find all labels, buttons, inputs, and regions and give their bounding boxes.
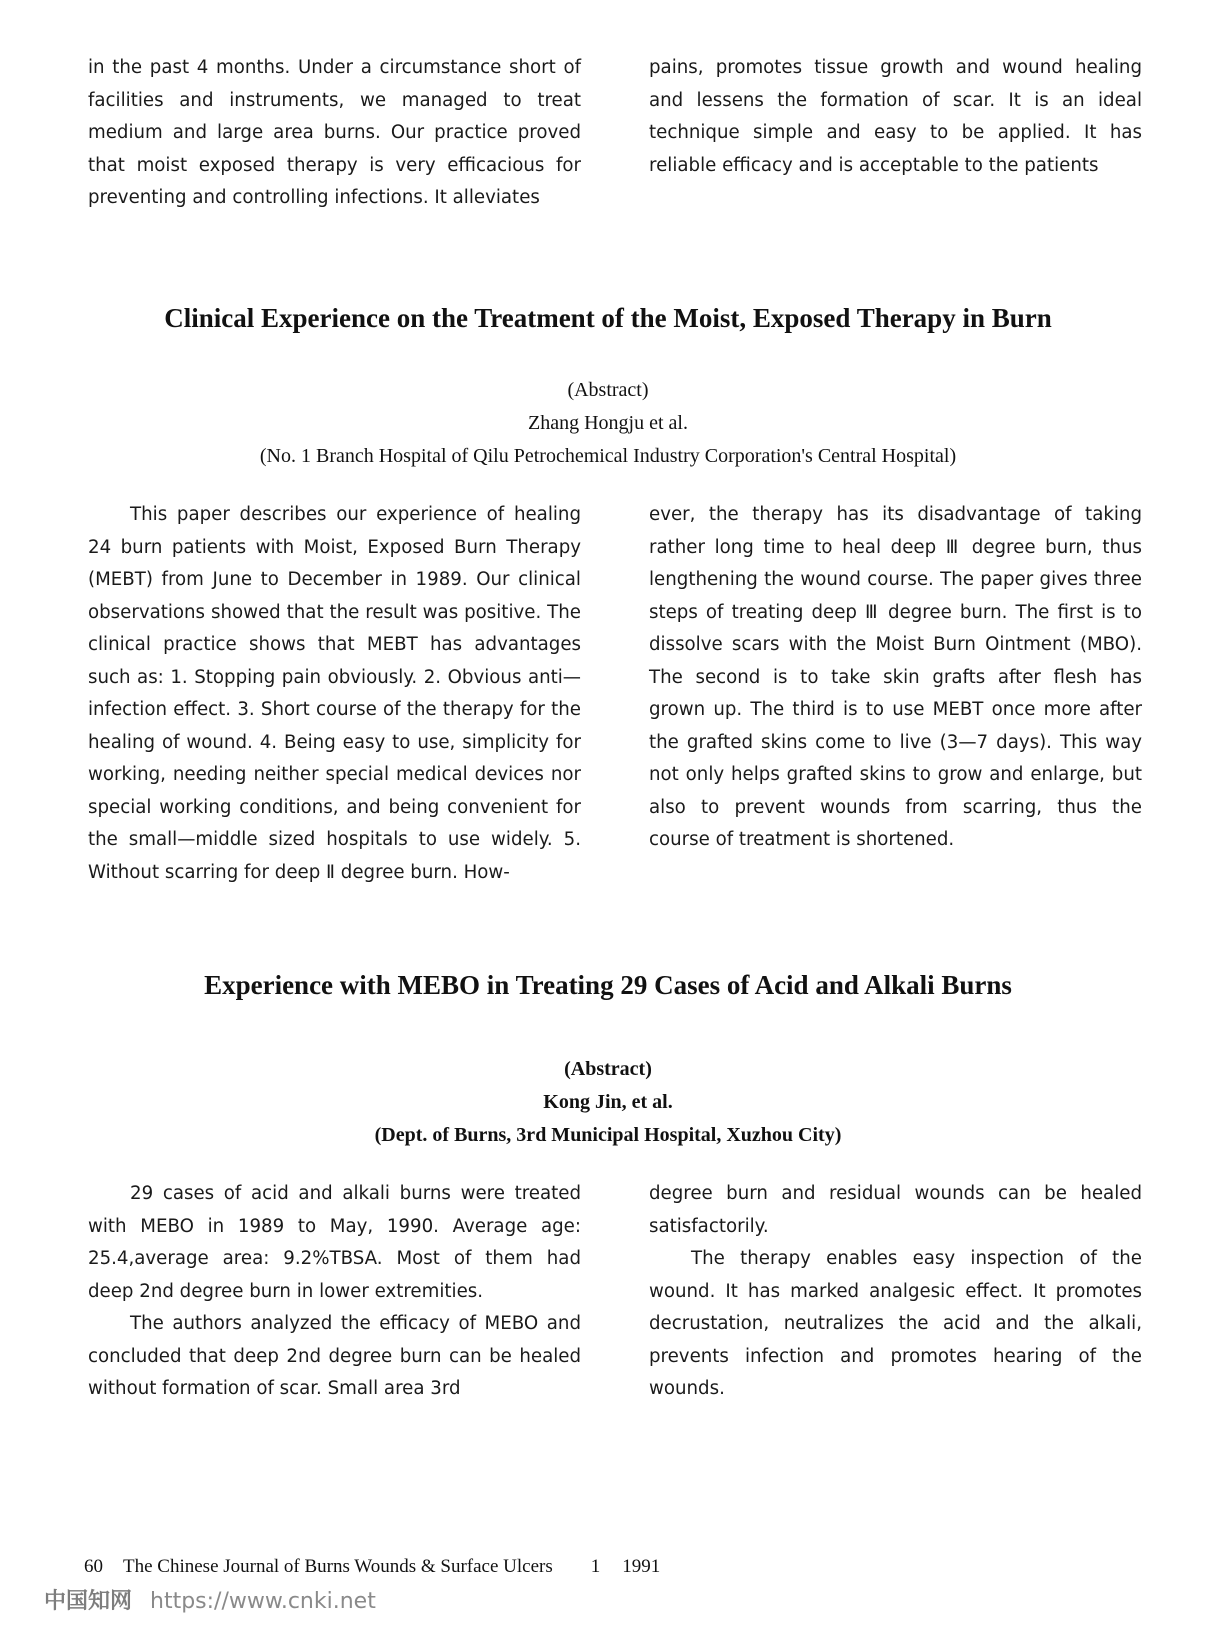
article1-left-paragraph: This paper describes our experience of healing 24 burn patients with Moist, Exposed Burn Therapy (MEBT) from June to December in 1989. Our clinical observations showed that the result was positive. The clinical practice shows that MEBT has advantages such as: 1. Stopping pain obviously. 2. Obvious anti—infection effect. 3. Short course of the therapy for the healing of wound. 4. Being easy to use, simplicity for working, needing neither special medical devices nor special working conditions, and being convenient for the small—middle sized hospitals to use widely. 5. Without scarring for deep Ⅱ degree burn. How- xyxy=(88,504,581,883)
article2-meta xyxy=(0,1053,1216,1152)
article2-abstract-label: (Abstract) xyxy=(564,1058,652,1080)
publication-year: 1991 xyxy=(622,1556,661,1577)
article1-abstract-label: (Abstract) xyxy=(567,379,649,401)
article1-title: Clinical Experience on the Treatment of the Moist, Exposed Therapy in Burn xyxy=(164,303,1052,333)
article2-author: Kong Jin, et al. xyxy=(543,1091,673,1113)
page-footer xyxy=(84,1556,660,1578)
top-left-paragraph: in the past 4 months. Under a circumstance short of facilities and instruments, we managed to treat medium and large area burns. Our practice proved that moist exposed therapy is very efficacious for preventing and controlling infections. It alleviates xyxy=(88,57,581,208)
article2-right-paragraph-1: degree burn and residual wounds can be healed satisfactorily. xyxy=(649,1183,1142,1237)
top-right-paragraph: pains, promotes tissue growth and wound healing and lessens the formation of scar. It is an ideal technique simple and easy to be applied. It has reliable efficacy and is acceptable to the patients xyxy=(649,57,1142,176)
article2-title: Experience with MEBO in Treating 29 Cases of Acid and Alkali Burns xyxy=(204,970,1012,1000)
top-right-column xyxy=(649,52,1142,182)
article1-left-column xyxy=(88,499,581,889)
article1-affiliation: (No. 1 Branch Hospital of Qilu Petrochemical Industry Corporation's Central Hospital) xyxy=(259,445,957,467)
article2-affiliation: (Dept. of Burns, 3rd Municipal Hospital, Xuzhou City) xyxy=(374,1124,842,1146)
article1-author: Zhang Hongju et al. xyxy=(528,412,688,434)
article1-right-paragraph: ever, the therapy has its disadvantage of taking rather long time to heal deep Ⅲ degree burn, thus lengthening the wound course. The paper gives three steps of treating deep Ⅲ degree burn. The first is to dissolve scars with the Moist Burn Ointment (MBO). The second is to take skin grafts after flesh has grown up. The third is to use MEBT once more after the grafted skins come to live (3—7 days). This way not only helps grafted skins to grow and enlarge, but also to prevent wounds from scarring, thus the course of treatment is shortened. xyxy=(649,504,1142,850)
article2-left-column xyxy=(88,1178,581,1406)
cnki-watermark xyxy=(44,1584,376,1615)
article2-left-paragraph-1: 29 cases of acid and alkali burns were treated with MEBO in 1989 to May, 1990. Average age: 25.4,average area: 9.2%TBSA. Most of them had deep 2nd degree burn in lower extremities. xyxy=(88,1183,581,1302)
page-number: 60 xyxy=(84,1556,103,1577)
article2-right-column xyxy=(649,1178,1142,1406)
journal-name: The Chinese Journal of Burns Wounds & Surface Ulcers xyxy=(123,1556,553,1577)
article2-right-paragraph-2: The therapy enables easy inspection of the wound. It has marked analgesic effect. It promotes decrustation, neutralizes the acid and the alkali, prevents infection and promotes hearing of the wounds. xyxy=(649,1248,1142,1399)
article2-left-paragraph-2: The authors analyzed the efficacy of MEBO and concluded that deep 2nd degree burn can be healed without formation of scar. Small area 3rd xyxy=(88,1313,581,1399)
issue-number: 1 xyxy=(590,1556,601,1577)
watermark-site-name: 中国知网 xyxy=(44,1589,133,1614)
watermark-url: https://www.cnki.net xyxy=(150,1589,376,1614)
top-left-column xyxy=(88,52,581,215)
article1-right-column xyxy=(649,499,1142,857)
article1-meta xyxy=(0,374,1216,473)
